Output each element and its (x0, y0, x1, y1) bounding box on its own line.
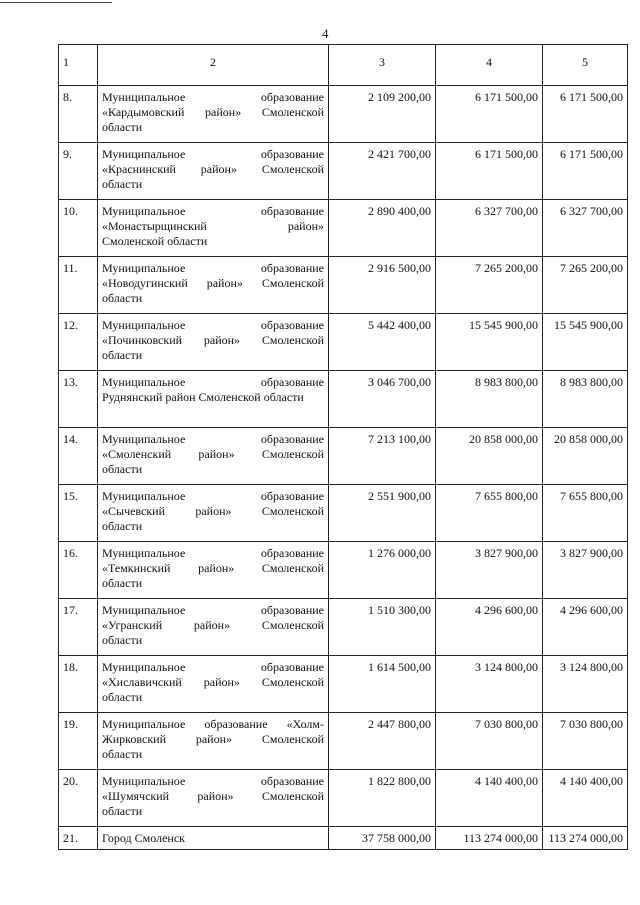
amount-col-4: 3 124 800,00 (436, 656, 543, 713)
municipality-name (98, 599, 329, 656)
amount-col-4: 8 983 800,00 (436, 371, 543, 428)
municipality-name-line: Муниципальное образование (102, 318, 324, 332)
table-row (59, 371, 628, 428)
municipality-name-line: области (102, 462, 143, 476)
row-number: 8. (59, 86, 98, 143)
municipality-name-line: «Темкинский район» Смоленской (102, 561, 324, 575)
municipality-name-line: Муниципальное образование (102, 147, 324, 161)
municipality-name-line: Муниципальное образование (102, 204, 324, 218)
municipality-name (98, 542, 329, 599)
municipality-name-line: области (102, 291, 143, 305)
scan-artifact-line (0, 2, 112, 3)
table-row (59, 485, 628, 542)
amount-col-5: 7 265 200,00 (543, 257, 628, 314)
amount-col-5: 3 124 800,00 (543, 656, 628, 713)
municipality-name-line: области (102, 690, 143, 704)
municipality-name-line: «Монастырщинский район» (102, 219, 324, 233)
municipality-name-line: Муниципальное образование (102, 489, 324, 503)
table-row (59, 143, 628, 200)
municipality-name (98, 770, 329, 827)
municipality-name-line: Муниципальное образование (102, 774, 324, 788)
municipality-name-line: Смоленской области (102, 234, 208, 248)
municipality-name-line: области (102, 348, 143, 362)
municipality-name (98, 143, 329, 200)
table-row (59, 599, 628, 656)
table-row (59, 827, 628, 850)
amount-col-4: 6 327 700,00 (436, 200, 543, 257)
municipality-name (98, 656, 329, 713)
amount-col-3: 7 213 100,00 (329, 428, 436, 485)
municipality-name-line: «Хиславичский район» Смоленской (102, 675, 324, 689)
amount-col-4: 7 265 200,00 (436, 257, 543, 314)
table-row (59, 86, 628, 143)
table-row (59, 713, 628, 770)
table-row (59, 314, 628, 371)
municipality-name-line: «Шумячский район» Смоленской (102, 789, 324, 803)
municipality-name (98, 428, 329, 485)
amount-col-5: 6 171 500,00 (543, 143, 628, 200)
municipality-name (98, 257, 329, 314)
amount-col-5: 20 858 000,00 (543, 428, 628, 485)
municipality-name-line: Муниципальное образование (102, 261, 324, 275)
row-number: 9. (59, 143, 98, 200)
municipality-name-line: Муниципальное образование (102, 603, 324, 617)
amount-col-5: 7 655 800,00 (543, 485, 628, 542)
amount-col-3: 2 421 700,00 (329, 143, 436, 200)
row-number: 17. (59, 599, 98, 656)
table-row (59, 428, 628, 485)
amount-col-5: 4 296 600,00 (543, 599, 628, 656)
amount-col-3: 1 510 300,00 (329, 599, 436, 656)
table-row (59, 770, 628, 827)
municipality-name-line: области (102, 804, 143, 818)
municipality-name-line: «Угранский район» Смоленской (102, 618, 324, 632)
municipality-name (98, 485, 329, 542)
municipality-name-line: «Краснинский район» Смоленской (102, 162, 324, 176)
municipality-name-line: области (102, 576, 143, 590)
amount-col-5: 3 827 900,00 (543, 542, 628, 599)
amount-col-4: 6 171 500,00 (436, 86, 543, 143)
municipality-name-line: Руднянский район Смоленской области (102, 390, 304, 404)
amount-col-5: 113 274 000,00 (543, 827, 628, 850)
amount-col-3: 1 822 800,00 (329, 770, 436, 827)
amount-col-3: 2 890 400,00 (329, 200, 436, 257)
amount-col-4: 7 655 800,00 (436, 485, 543, 542)
row-number: 16. (59, 542, 98, 599)
municipality-name-line: «Смоленский район» Смоленской (102, 447, 324, 461)
amount-col-5: 6 171 500,00 (543, 86, 628, 143)
row-number: 15. (59, 485, 98, 542)
row-number: 12. (59, 314, 98, 371)
page-number: 4 (322, 26, 329, 41)
municipality-name (98, 200, 329, 257)
municipality-name (98, 86, 329, 143)
amount-col-3: 1 276 000,00 (329, 542, 436, 599)
amount-col-3: 2 447 800,00 (329, 713, 436, 770)
amount-col-3: 2 109 200,00 (329, 86, 436, 143)
column-header-4: 4 (436, 45, 543, 86)
amount-col-4: 15 545 900,00 (436, 314, 543, 371)
amount-col-3: 37 758 000,00 (329, 827, 436, 850)
allocation-table (58, 44, 628, 850)
municipality-name-line: области (102, 747, 143, 761)
column-header-5: 5 (543, 45, 628, 86)
municipality-name-line: области (102, 120, 143, 134)
row-number: 21. (59, 827, 98, 850)
municipality-name-line: «Новодугинский район» Смоленской (102, 276, 324, 290)
municipality-name-line: области (102, 633, 143, 647)
column-header-3: 3 (329, 45, 436, 86)
table-row (59, 656, 628, 713)
amount-col-5: 6 327 700,00 (543, 200, 628, 257)
row-number: 10. (59, 200, 98, 257)
amount-col-4: 4 140 400,00 (436, 770, 543, 827)
amount-col-4: 6 171 500,00 (436, 143, 543, 200)
row-number: 14. (59, 428, 98, 485)
amount-col-5: 4 140 400,00 (543, 770, 628, 827)
municipality-name (98, 713, 329, 770)
amount-col-4: 20 858 000,00 (436, 428, 543, 485)
municipality-name-line: Муниципальное образование (102, 90, 324, 104)
table-header-row (59, 45, 628, 86)
municipality-name (98, 371, 329, 428)
municipality-name (98, 314, 329, 371)
amount-col-5: 8 983 800,00 (543, 371, 628, 428)
row-number: 20. (59, 770, 98, 827)
municipality-name-line: области (102, 177, 143, 191)
municipality-name-line: Муниципальное образование (102, 375, 324, 389)
municipality-name-line: области (102, 519, 143, 533)
municipality-name-line: «Кардымовский район» Смоленской (102, 105, 324, 119)
column-header-1: 1 (59, 45, 98, 86)
row-number: 11. (59, 257, 98, 314)
municipality-name-line: Муниципальное образование (102, 660, 324, 674)
table-row (59, 200, 628, 257)
municipality-name (98, 827, 329, 850)
municipality-name-line: Муниципальное образование «Холм- (102, 717, 324, 731)
amount-col-3: 3 046 700,00 (329, 371, 436, 428)
row-number: 13. (59, 371, 98, 428)
municipality-name-line: «Починковский район» Смоленской (102, 333, 324, 347)
municipality-name-line: Муниципальное образование (102, 432, 324, 446)
municipality-name-line: Муниципальное образование (102, 546, 324, 560)
amount-col-3: 5 442 400,00 (329, 314, 436, 371)
amount-col-3: 2 916 500,00 (329, 257, 436, 314)
table-row (59, 542, 628, 599)
municipality-name-line: «Сычевский район» Смоленской (102, 504, 324, 518)
amount-col-4: 113 274 000,00 (436, 827, 543, 850)
amount-col-4: 4 296 600,00 (436, 599, 543, 656)
column-header-2: 2 (98, 45, 329, 86)
amount-col-5: 7 030 800,00 (543, 713, 628, 770)
amount-col-3: 1 614 500,00 (329, 656, 436, 713)
amount-col-5: 15 545 900,00 (543, 314, 628, 371)
municipality-name-line: Город Смоленск (102, 831, 185, 845)
table-row (59, 257, 628, 314)
amount-col-4: 7 030 800,00 (436, 713, 543, 770)
row-number: 18. (59, 656, 98, 713)
municipality-name-line: Жирковский район» Смоленской (102, 732, 324, 746)
row-number: 19. (59, 713, 98, 770)
amount-col-4: 3 827 900,00 (436, 542, 543, 599)
amount-col-3: 2 551 900,00 (329, 485, 436, 542)
